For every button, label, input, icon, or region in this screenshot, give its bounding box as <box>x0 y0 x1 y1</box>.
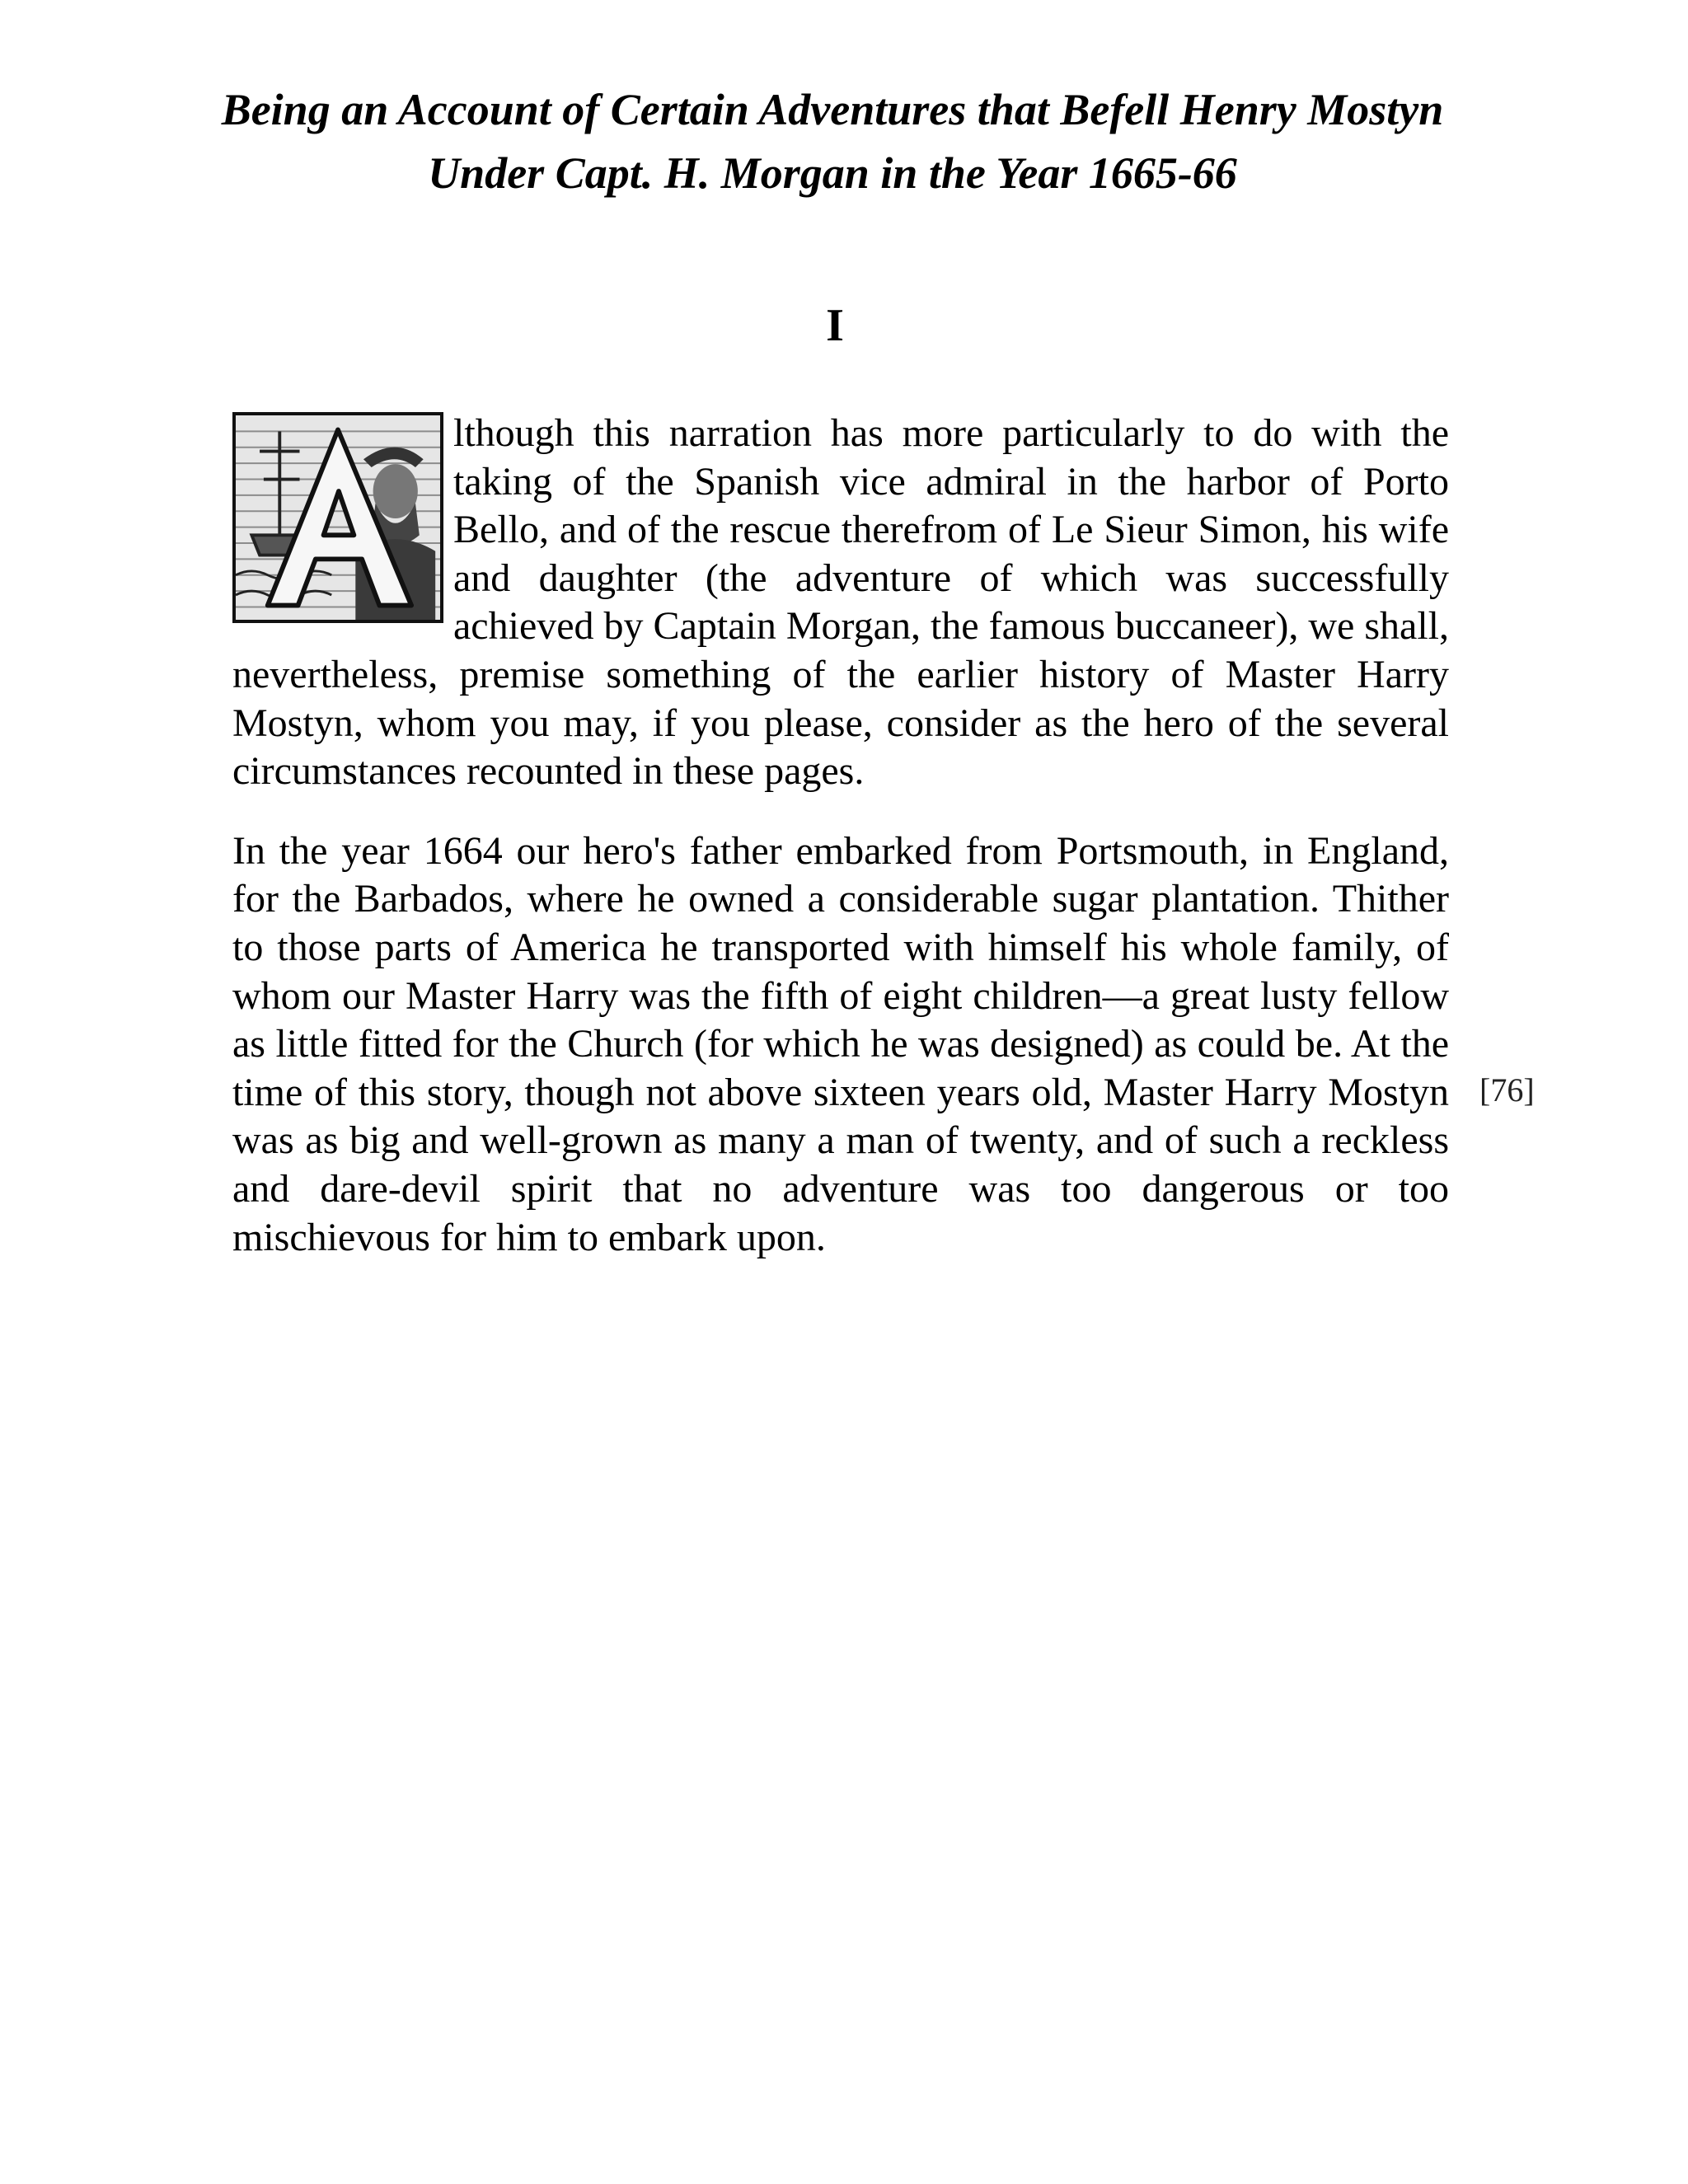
paragraph-1-text: lthough this narration has more particularly to do with the taking of the Spanish vice admiral in the harbor of Porto Bello, and of the rescue therefrom of Le Sieur Simon, his wife and daughter (the adventure of which was successfully achieved by Captain Morgan, the famous buccaneer), we shall, nevertheless, premise something of the earlier history of Master Harry Mostyn, whom you may, if you please, consider as the hero of the several circumstances recounted in these pages. <box>232 411 1450 794</box>
illuminated-initial-a <box>232 412 443 623</box>
document-title: Being an Account of Certain Adventures that Befell Henry Mostyn Under Capt. H. Morgan in the Year 1665-66 <box>221 85 1444 198</box>
document-body <box>232 410 1449 1262</box>
page-number-marker: [76] <box>1479 1071 1535 1108</box>
paragraph-1 <box>232 410 1449 796</box>
chapter-heading: I <box>826 300 844 351</box>
paragraph-2: In the year 1664 our hero's father embarked from Portsmouth, in England, for the Barbados, where he owned a considerable sugar plantation. Thither to those parts of America he transported with himself his whole family, of whom our Master Harry was the fifth of eight children—a great lusty fellow as little fitted for the Church (for which he was designed) as could be. At the time of this story, though not above sixteen years old, Master Harry Mostyn was as big and well-grown as many a man of twenty, and of such a reckless and dare-devil spirit that no adventure was too dangerous or too mischievous for him to embark upon. <box>232 828 1449 1259</box>
